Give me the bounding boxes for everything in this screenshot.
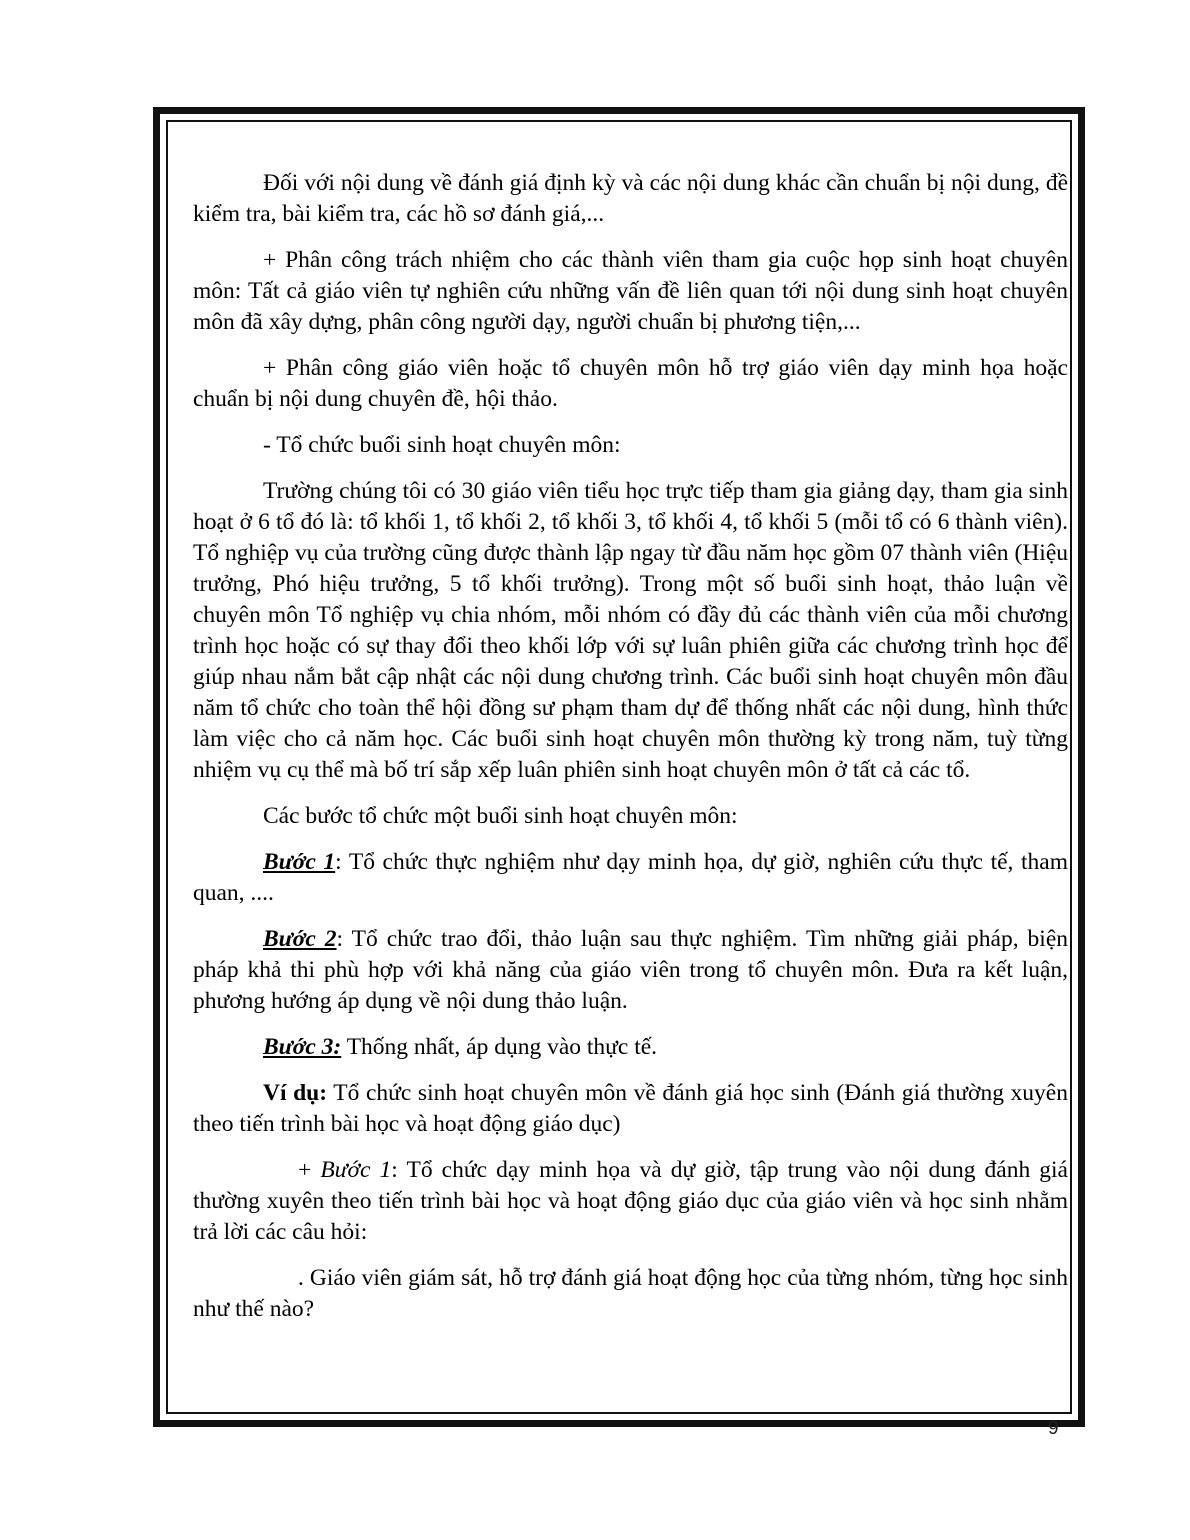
paragraph-organize-heading: - Tổ chức buổi sinh hoạt chuyên môn: bbox=[263, 432, 621, 458]
document-body bbox=[193, 168, 1068, 1340]
example-step-1-prefix: + bbox=[298, 1157, 321, 1183]
paragraph-assign-support: + Phân công giáo viên hoặc tổ chuyên môn hỗ trợ giáo viên dạy minh họa hoặc chuẩn bị nội dung chuyên đề, hội thảo. bbox=[193, 355, 1068, 412]
paragraph-school-description: Trường chúng tôi có 30 giáo viên tiểu học trực tiếp tham gia giảng dạy, tham gia sinh hoạt ở 6 tổ đó là: tổ khối 1, tổ khối 2, tổ khối 3, tổ khối 4, tổ khối 5 (mỗi tổ có 6 thành viên). Tổ nghiệp vụ của trường cũng được thành lập ngay từ đầu năm học gồm 07 thành viên (Hiệu trưởng, Phó hiệu trưởng, 5 tổ khối trưởng). Trong một số buổi sinh hoạt, thảo luận về chuyên môn Tổ nghiệp vụ chia nhóm, mỗi nhóm có đầy đủ các thành viên của mỗi chương trình học hoặc có sự thay đổi theo khối lớp với sự luân phiên giữa các chương trình học để giúp nhau nắm bắt cập nhật các nội dung chương trình. Các buổi sinh hoạt chuyên môn đầu năm tổ chức cho toàn thể hội đồng sư phạm tham dự để thống nhất các nội dung, hình thức làm việc cho cả năm học. Các buổi sinh hoạt chuyên môn thường kỳ trong năm, tuỳ từng nhiệm vụ cụ thể mà bố trí sắp xếp luân phiên sinh hoạt chuyên môn ở tất cả các tổ. bbox=[193, 478, 1068, 783]
paragraph-step-2 bbox=[193, 924, 1068, 1017]
step-3-label: Bước 3: bbox=[263, 1034, 342, 1060]
paragraph-example bbox=[193, 1078, 1068, 1140]
step-3-text: Thống nhất, áp dụng vào thực tế. bbox=[341, 1034, 658, 1060]
paragraph-steps-intro: Các bước tổ chức một buổi sinh hoạt chuyên môn: bbox=[263, 803, 738, 829]
step-2-label: Bước 2 bbox=[263, 926, 337, 952]
paragraph-assign-responsibility: + Phân công trách nhiệm cho các thành viên tham gia cuộc họp sinh hoạt chuyên môn: Tất cả giáo viên tự nghiên cứu những vấn đề liên quan tới nội dung sinh hoạt chuyên môn đã xây dựng, phân công người dạy, người chuẩn bị phương tiện,... bbox=[193, 247, 1068, 335]
step-1-label: Bước 1 bbox=[263, 849, 336, 875]
example-step-1-label: Bước 1 bbox=[320, 1157, 392, 1183]
example-label: Ví dụ: bbox=[263, 1080, 328, 1106]
example-step-1-text: : Tổ chức dạy minh họa và dự giờ, tập trung vào nội dung đánh giá thường xuyên theo tiến trình bài học và hoạt động giáo dục của giáo viên và học sinh nhằm trả lời các câu hỏi: bbox=[193, 1157, 1068, 1245]
example-text: Tổ chức sinh hoạt chuyên môn về đánh giá học sinh (Đánh giá thường xuyên theo tiến trình bài học và hoạt động giáo dục) bbox=[193, 1080, 1068, 1137]
page-number: 9 bbox=[1048, 1418, 1059, 1439]
paragraph-step-1 bbox=[193, 847, 1068, 909]
paragraph-example-step-1 bbox=[193, 1155, 1068, 1248]
paragraph-assessment-prep: Đối với nội dung về đánh giá định kỳ và các nội dung khác cần chuẩn bị nội dung, đề kiểm tra, bài kiểm tra, các hồ sơ đánh giá,... bbox=[193, 170, 1068, 227]
step-2-text: : Tổ chức trao đổi, thảo luận sau thực nghiệm. Tìm những giải pháp, biện pháp khả thi phù hợp với khả năng của giáo viên trong tổ chuyên môn. Đưa ra kết luận, phương hướng áp dụng về nội dung thảo luận. bbox=[193, 926, 1069, 1014]
paragraph-question-1: . Giáo viên giám sát, hỗ trợ đánh giá hoạt động học của từng nhóm, từng học sinh như thế nào? bbox=[193, 1265, 1068, 1322]
step-1-text: : Tổ chức thực nghiệm như dạy minh họa, dự giờ, nghiên cứu thực tế, tham quan, .... bbox=[193, 849, 1068, 906]
paragraph-step-3 bbox=[193, 1032, 1068, 1063]
